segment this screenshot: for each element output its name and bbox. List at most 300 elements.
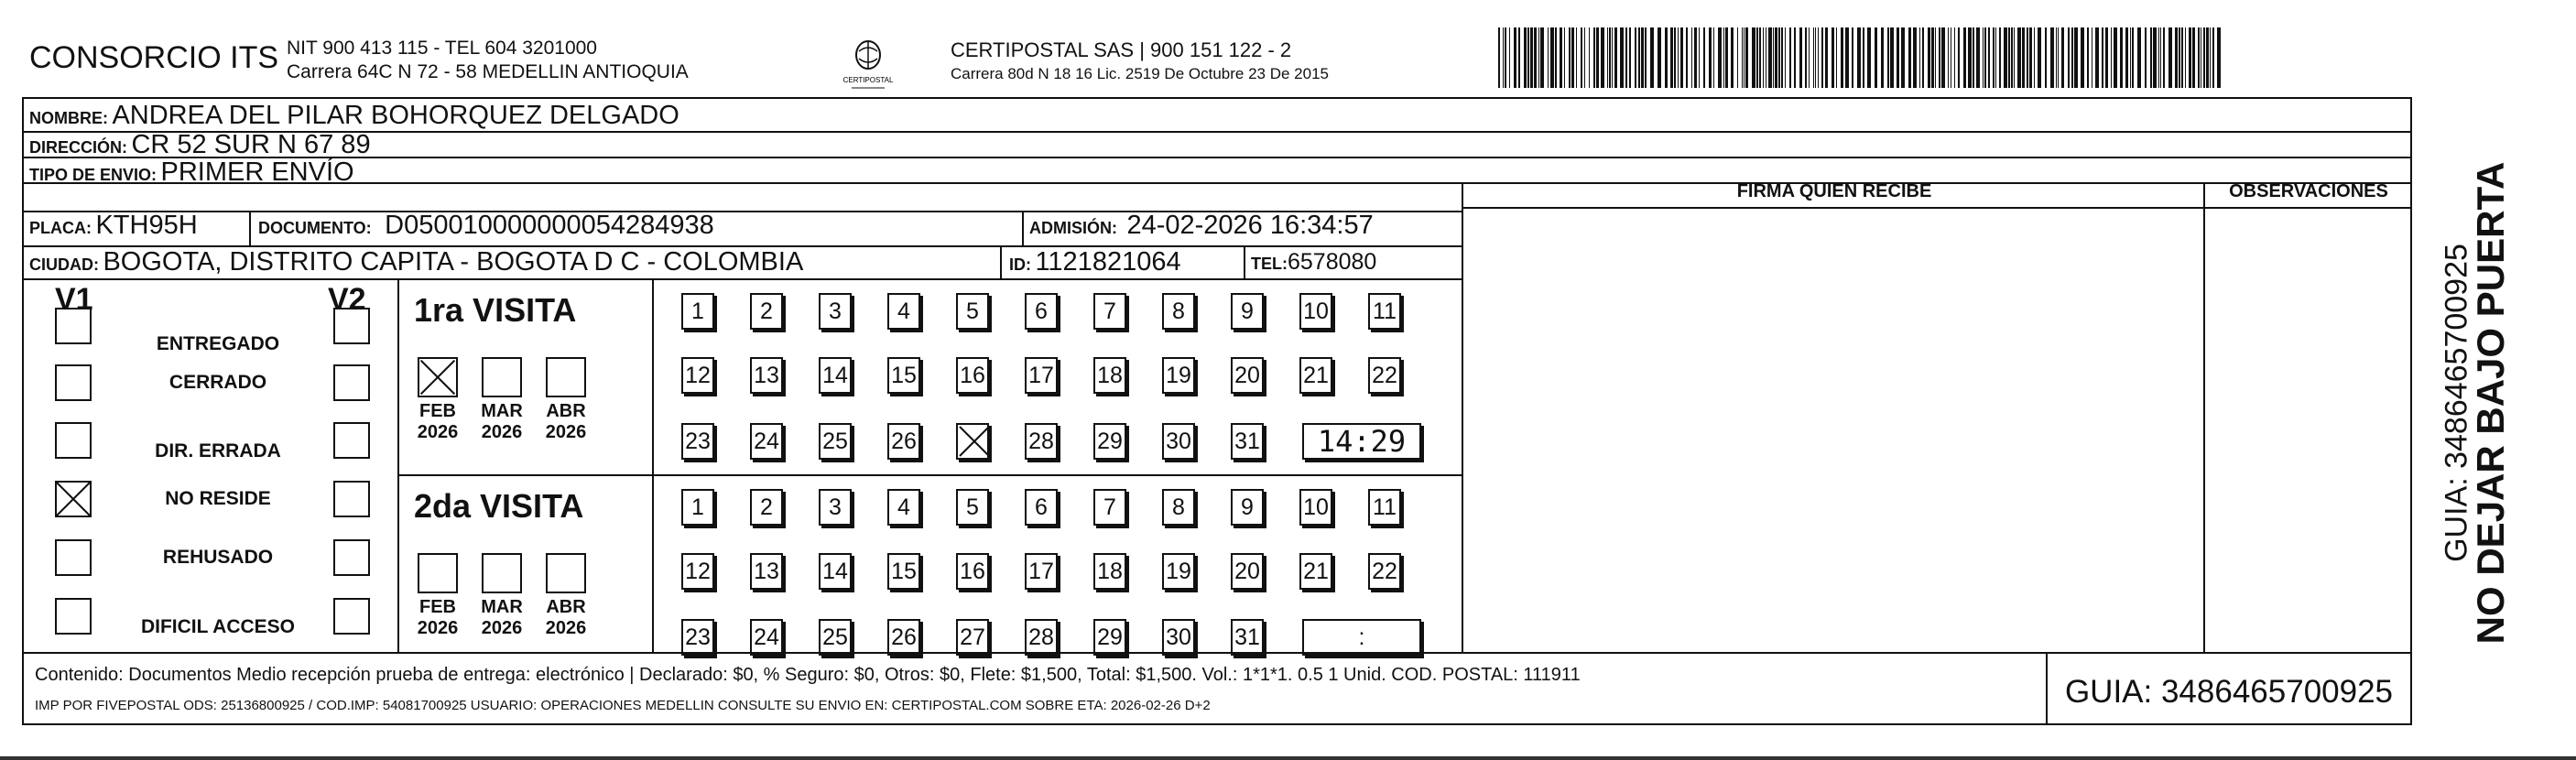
barcode-bar [2087,27,2089,88]
barcode-bar [2189,27,2191,88]
barcode-bar [2050,27,2054,88]
month-year: 2026 [545,618,587,638]
barcode-bar [2004,27,2007,88]
barcode-bar [2217,27,2221,88]
day-box-10[interactable]: 10 [1299,293,1332,330]
barcode-bar [1773,27,1774,88]
day-box-30[interactable]: 30 [1162,619,1195,656]
cert-address: Carrera 80d N 18 16 Lic. 2519 De Octubre 23 De 2015 [951,65,1329,82]
firma-label: FIRMA QUIEN RECIBE [1736,181,1932,201]
reason-label: CERRADO [168,372,267,393]
barcode-bar [1625,27,1627,88]
month-year: 2026 [481,422,523,442]
barcode-bar [1564,27,1565,88]
barcode-bar [2120,27,2123,88]
barcode-bar [2132,27,2134,88]
tel-field [1251,249,1376,276]
day-box-5[interactable]: 5 [956,489,989,526]
v2-checkbox[interactable] [333,598,370,635]
barcode-bar [1498,27,1500,88]
day-box-15[interactable]: 15 [887,553,920,590]
day-box-5[interactable]: 5 [956,293,989,330]
barcode-bar [1686,27,1688,88]
day-box-6[interactable]: 6 [1025,293,1058,330]
barcode-bar [1781,27,1783,88]
admision-field [1029,211,1374,241]
barcode-bar [1799,27,1802,88]
barcode-bar [1813,27,1814,88]
barcode-bar [1881,27,1884,88]
v1-checkbox[interactable] [55,308,92,344]
day-box-21[interactable]: 21 [1299,357,1332,394]
day-box-19[interactable]: 19 [1162,357,1195,394]
day-box-11[interactable]: 11 [1368,489,1401,526]
documento-label: DOCUMENTO: [258,219,372,237]
barcode-bar [1821,27,1823,88]
barcode-bar [1922,27,1924,88]
barcode-bar [1645,27,1647,88]
day-box-3[interactable]: 3 [819,489,852,526]
day-box-22[interactable]: 22 [1368,553,1401,590]
barcode-bar [1548,27,1549,88]
day-box-12[interactable]: 12 [681,553,714,590]
barcode-bar [1703,27,1705,88]
company-name: CONSORCIO ITS [29,40,279,75]
v2-checkbox[interactable] [333,481,370,517]
ciudad-label: CIUDAD: [29,255,99,274]
barcode-bar [2114,27,2117,88]
barcode-bar [2081,27,2084,88]
barcode-bar [1503,27,1504,88]
barcode-bar [1638,27,1640,88]
day-box-16[interactable]: 16 [956,357,989,394]
barcode-bar [1505,27,1506,88]
nombre-field [29,101,679,131]
month-year: 2026 [417,618,459,638]
v2-checkbox[interactable] [333,422,370,459]
barcode-bar [1576,27,1577,88]
barcode-bar [1995,27,1996,88]
month-checkbox[interactable] [482,553,522,593]
barcode-bar [1875,27,1877,88]
barcode-bar [1589,27,1590,88]
day-box-22[interactable]: 22 [1368,357,1401,394]
month-label [474,597,529,639]
barcode-bar [2061,27,2064,88]
barcode-bar [2056,27,2057,88]
barcode-bar [2014,27,2015,88]
barcode-bar [1650,27,1654,88]
day-box-20[interactable]: 20 [1231,357,1264,394]
side-guia-number: GUIA: 3486465700925 [2439,244,2474,562]
barcode-bar [2153,27,2157,88]
direccion-label: DIRECCIÓN: [29,138,127,157]
day-box-9[interactable]: 9 [1231,293,1264,330]
ciudad-field [29,247,803,277]
barcode-bar [2102,27,2103,88]
barcode-bar [2150,27,2152,88]
barcode-bar [1607,27,1608,88]
reason-label: NO RESIDE [165,488,271,509]
documento-value: D050010000000054284938 [385,211,714,240]
admision-value: 24-02-2026 16:34:57 [1126,211,1374,240]
day-box-4[interactable]: 4 [887,293,920,330]
barcode-bar [1794,27,1796,88]
day-box-28[interactable]: 28 [1025,619,1058,656]
barcode-bar [1680,27,1683,88]
footer-guia: GUIA: 3486465700925 [2064,674,2394,710]
day-box-10[interactable]: 10 [1299,489,1332,526]
barcode-bar [1550,27,1554,88]
day-box-14[interactable]: 14 [819,357,852,394]
barcode-bar [1818,27,1819,88]
v1-header: V1 [55,282,93,317]
barcode-bar [2008,27,2010,88]
footer-print-line: IMP POR FIVEPOSTAL ODS: 25136800925 / COD.IMP: 54081700925 USUARIO: OPERACIONES MEDELLIN CONSULTE SU ENVIO EN: CERTIPOSTAL.COM SOBRE ETA: 2026-02-26 D+2 [35,698,1211,713]
month-name: ABR [546,401,586,421]
id-label: ID: [1009,255,1031,274]
month-checkbox[interactable] [546,553,586,593]
day-box-20[interactable]: 20 [1231,553,1264,590]
day-box-27[interactable] [956,423,989,460]
barcode-bar [1744,27,1745,88]
day-box-24[interactable]: 24 [750,619,783,656]
barcode-bar [1913,27,1917,88]
barcode-bar [1897,27,1899,88]
tel-value: 6578080 [1288,249,1377,275]
documento-field [258,211,714,241]
tipo-envio-label: TIPO DE ENVIO: [29,166,158,184]
day-box-8[interactable]: 8 [1162,293,1195,330]
v2-checkbox[interactable] [333,364,370,401]
barcode-bar [2027,27,2028,88]
barcode-bar [1635,27,1636,88]
ciudad-value: BOGOTA, DISTRITO CAPITA - BOGOTA D C - COLOMBIA [103,247,804,277]
day-box-30[interactable]: 30 [1162,423,1195,460]
day-box-27[interactable]: 27 [956,619,989,656]
reason-label: ENTREGADO [156,333,280,354]
barcode-bar [2029,27,2032,88]
company-info [287,37,689,84]
svg-text:CERTIPOSTAL: CERTIPOSTAL [842,76,894,84]
month-name: MAR [481,597,523,617]
day-box-31[interactable]: 31 [1231,423,1264,460]
barcode-bar [1805,27,1807,88]
barcode-bar [1612,27,1613,88]
v1-checkbox[interactable] [55,598,92,635]
barcode-bar [1983,27,1984,88]
barcode-bar [1836,27,1837,88]
day-box-17[interactable]: 17 [1025,357,1058,394]
reason-label: DIR. ERRADA [155,440,281,461]
v2-header: V2 [328,282,366,317]
barcode-bar [1534,27,1537,88]
month-checkbox[interactable] [418,357,458,397]
barcode-bar [1699,27,1700,88]
barcode-bar [1581,27,1582,88]
barcode-bar [2198,27,2200,88]
barcode-bar [1809,27,1810,88]
day-box-7[interactable]: 7 [1093,489,1126,526]
barcode-bar [1609,27,1611,88]
barcode-bar [1538,27,1539,88]
barcode-bar [1725,27,1728,88]
barcode-bar [2034,27,2035,88]
barcode-bar [1941,27,1945,88]
barcode-bar [1641,27,1644,88]
v1-checkbox[interactable] [55,539,92,576]
day-box-14[interactable]: 14 [819,553,852,590]
v1-checkbox[interactable] [55,422,92,459]
v2-checkbox[interactable] [333,539,370,576]
barcode-bar [1845,27,1849,88]
barcode-bar [2074,27,2078,88]
barcode-bar [1863,27,1864,88]
barcode-bar [2011,27,2013,88]
barcode-bar [1789,27,1791,88]
barcode-bar [1737,27,1738,88]
barcode-bar [1890,27,1894,88]
barcode-bar [1756,27,1758,88]
barcode-bar [1745,27,1748,88]
month-label [538,401,593,443]
day-box-13[interactable]: 13 [750,357,783,394]
tel-label: TEL: [1251,255,1288,273]
day-box-25[interactable]: 25 [819,423,852,460]
barcode-bar [1887,27,1889,88]
barcode-bar [1694,27,1697,88]
barcode-bar [1785,27,1786,88]
id-field [1009,247,1181,277]
barcode-bar [1935,27,1936,88]
barcode-bar [1993,27,1994,88]
day-box-17[interactable]: 17 [1025,553,1058,590]
visit-title: 1ra VISITA [414,291,577,329]
barcode-bar [1919,27,1920,88]
day-box-23[interactable]: 23 [681,423,714,460]
barcode-bar [1939,27,1940,88]
barcode-bar [1555,27,1557,88]
day-box-26[interactable]: 26 [887,423,920,460]
barcode-bar [2137,27,2141,88]
admision-label: ADMISIÓN: [1029,219,1117,237]
barcode-bar [1670,27,1673,88]
barcode-bar [2175,27,2178,88]
placa-field [29,211,198,241]
barcode-bar [1674,27,1676,88]
month-name: ABR [546,597,586,617]
day-box-29[interactable]: 29 [1093,423,1126,460]
barcode-bar [1759,27,1761,88]
nombre-label: NOMBRE: [29,109,108,127]
barcode-bar [1857,27,1861,88]
barcode-bar [1954,27,1955,88]
v2-checkbox[interactable] [333,308,370,344]
nit-line: NIT 900 413 115 - TEL 604 3201000 [287,38,597,59]
company-address: Carrera 64C N 72 - 58 MEDELLIN ANTIOQUIA [287,61,689,82]
barcode-bar [2111,27,2112,88]
barcode-bar [2179,27,2180,88]
direccion-field [29,130,371,160]
barcode-bar [1723,27,1724,88]
barcode-bar [1601,27,1604,88]
barcode [1498,27,2227,88]
month-checkbox[interactable] [482,357,522,397]
month-checkbox[interactable] [546,357,586,397]
day-box-15[interactable]: 15 [887,357,920,394]
barcode-bar [1540,27,1544,88]
barcode-bar [1527,27,1529,88]
barcode-bar [1509,27,1510,88]
barcode-bar [1629,27,1631,88]
day-box-4[interactable]: 4 [887,489,920,526]
month-label [410,401,465,443]
barcode-bar [1713,27,1714,88]
barcode-bar [1584,27,1585,88]
barcode-bar [2158,27,2159,88]
month-name: FEB [419,597,456,617]
day-box-6[interactable]: 6 [1025,489,1058,526]
barcode-bar [1908,27,1911,88]
barcode-bar [1901,27,1905,88]
barcode-bar [2203,27,2205,88]
barcode-bar [1815,27,1816,88]
time-box[interactable]: 14:29 [1302,423,1421,460]
day-box-16[interactable]: 16 [956,553,989,590]
day-box-19[interactable]: 19 [1162,553,1195,590]
barcode-bar [2038,27,2041,88]
barcode-bar [2071,27,2073,88]
v1-checkbox[interactable] [55,481,92,517]
day-box-26[interactable]: 26 [887,619,920,656]
barcode-bar [2168,27,2172,88]
barcode-bar [1775,27,1777,88]
month-year: 2026 [545,422,587,442]
barcode-bar [1825,27,1828,88]
day-box-11[interactable]: 11 [1368,293,1401,330]
barcode-bar [2045,27,2047,88]
barcode-bar [1691,27,1692,88]
placa-label: PLACA: [29,219,92,237]
barcode-bar [1973,27,1974,88]
barcode-bar [1768,27,1772,88]
barcode-bar [1665,27,1668,88]
day-box-7[interactable]: 7 [1093,293,1126,330]
barcode-bar [2017,27,2021,88]
barcode-bar [1620,27,1624,88]
barcode-bar [1678,27,1679,88]
barcode-bar [1963,27,1966,88]
id-value: 1121821064 [1035,247,1181,277]
barcode-bar [1731,27,1734,88]
barcode-bar [1742,27,1743,88]
barcode-bar [1976,27,1980,88]
day-box-3[interactable]: 3 [819,293,852,330]
barcode-bar [2095,27,2099,88]
tipo-envio-field [29,157,354,188]
barcode-bar [1999,27,2001,88]
day-box-1[interactable]: 1 [681,293,714,330]
month-label [410,597,465,639]
month-checkbox[interactable] [418,553,458,593]
barcode-bar [1841,27,1843,88]
barcode-bar [2125,27,2128,88]
barcode-bar [1560,27,1562,88]
barcode-bar [1968,27,1972,88]
barcode-bar [1988,27,1990,88]
day-box-29[interactable]: 29 [1093,619,1126,656]
barcode-bar [2163,27,2165,88]
barcode-bar [1569,27,1571,88]
barcode-bar [1709,27,1712,88]
barcode-bar [2206,27,2209,88]
barcode-bar [1596,27,1599,88]
day-box-2[interactable]: 2 [750,489,783,526]
placa-value: KTH95H [95,211,198,240]
day-box-25[interactable]: 25 [819,619,852,656]
barcode-bar [2185,27,2186,88]
barcode-bar [1593,27,1595,88]
day-box-8[interactable]: 8 [1162,489,1195,526]
month-label [474,401,529,443]
day-box-18[interactable]: 18 [1093,357,1126,394]
time-box[interactable]: : [1302,619,1421,656]
month-year: 2026 [417,422,459,442]
barcode-bar [2160,27,2161,88]
reason-label: REHUSADO [162,547,274,568]
barcode-bar [1831,27,1834,88]
v1-checkbox[interactable] [55,364,92,401]
day-box-31[interactable]: 31 [1231,619,1264,656]
barcode-bar [1958,27,1960,88]
barcode-bar [1763,27,1764,88]
day-box-13[interactable]: 13 [750,553,783,590]
reason-label: DIFICIL ACCESO [140,616,295,637]
month-name: FEB [419,401,456,421]
day-box-9[interactable]: 9 [1231,489,1264,526]
cert-line: CERTIPOSTAL SAS | 900 151 122 - 2 [951,38,1292,61]
day-box-23[interactable]: 23 [681,619,714,656]
barcode-bar [1718,27,1722,88]
barcode-bar [2181,27,2183,88]
day-box-18[interactable]: 18 [1093,553,1126,590]
barcode-bar [2145,27,2147,88]
visit-title: 2da VISITA [414,487,584,525]
direccion-value: CR 52 SUR N 67 89 [131,130,371,159]
barcode-bar [2210,27,2211,88]
barcode-bar [2192,27,2195,88]
certipostal-info [951,38,1329,86]
month-year: 2026 [481,618,523,638]
day-box-24[interactable]: 24 [750,423,783,460]
barcode-bar [2105,27,2108,88]
barcode-bar [1514,27,1516,88]
barcode-bar [2212,27,2214,88]
day-box-28[interactable]: 28 [1025,423,1058,460]
barcode-bar [2058,27,2059,88]
barcode-bar [1614,27,1617,88]
barcode-bar [1931,27,1934,88]
barcode-bar [1752,27,1755,88]
barcode-bar [1984,27,1986,88]
day-box-21[interactable]: 21 [1299,553,1332,590]
day-box-1[interactable]: 1 [681,489,714,526]
day-box-12[interactable]: 12 [681,357,714,394]
nombre-value: ANDREA DEL PILAR BOHORQUEZ DELGADO [112,101,679,130]
day-box-2[interactable]: 2 [750,293,783,330]
barcode-bar [1948,27,1949,88]
barcode-bar [2068,27,2070,88]
